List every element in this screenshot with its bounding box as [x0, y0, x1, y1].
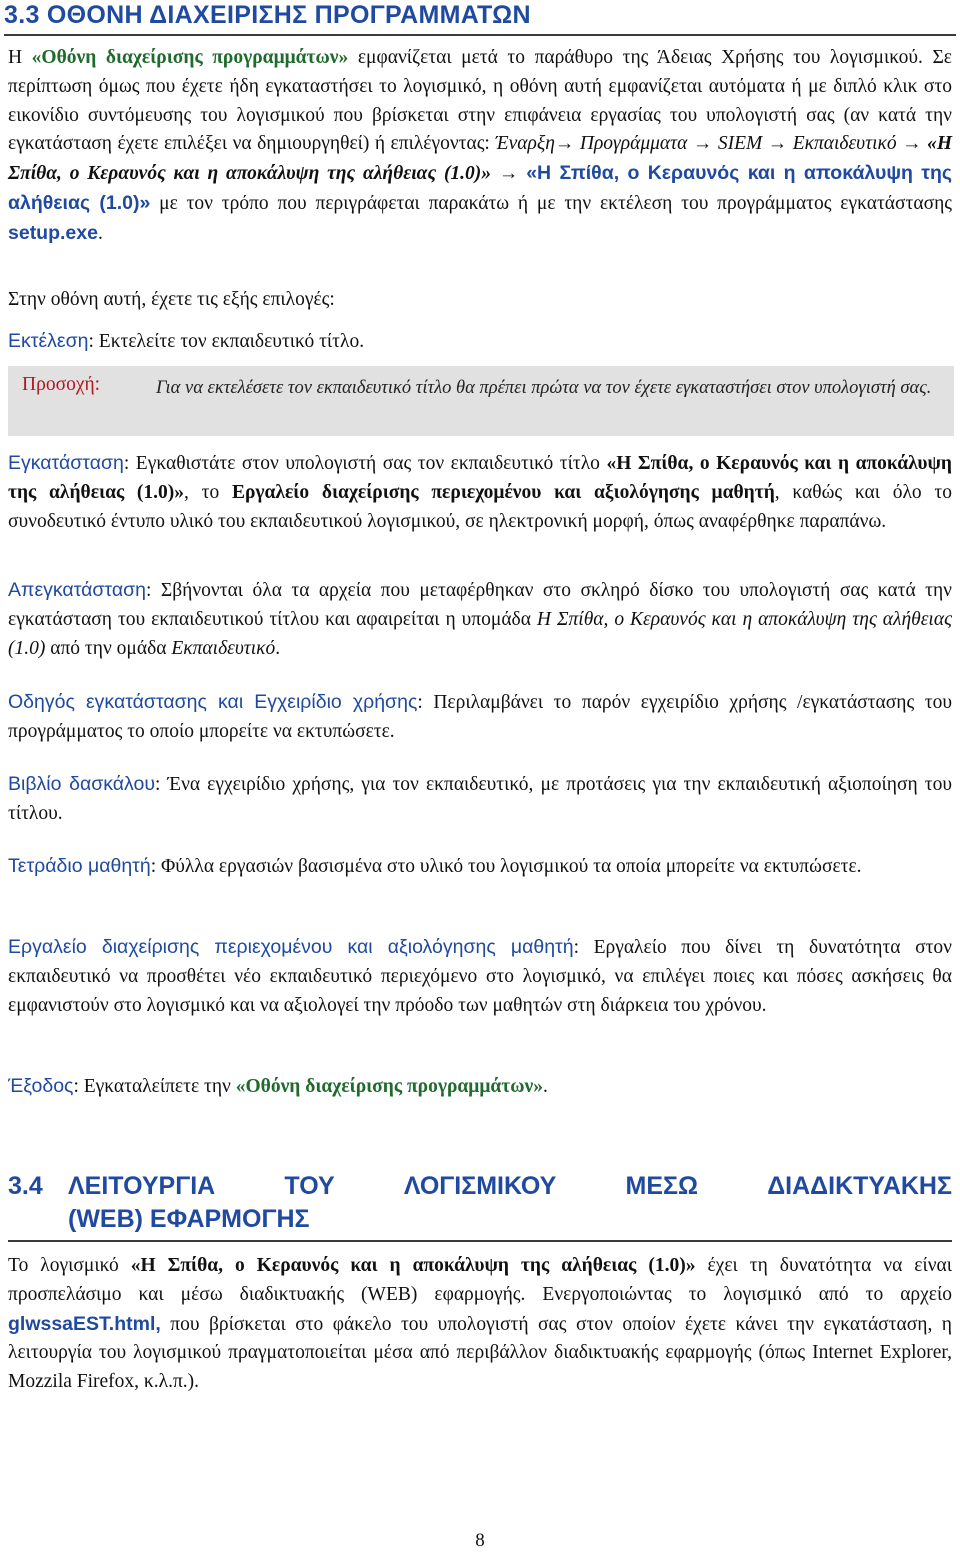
uninstall-parent: Εκπαιδευτικό: [171, 637, 276, 659]
path-title-sans: «Η Σπίθα, ο Κεραυνός και η αποκάλυψη της αλήθειας (1.0)»: [8, 162, 953, 214]
section-heading-3-4: [8, 1170, 952, 1242]
arrow-right-icon: →: [902, 133, 922, 155]
warning-label: Προσοχή:: [22, 374, 101, 395]
content-tool-option: Εργαλείο διαχείρισης περιεχομένου και αξιολόγησης μαθητή: Εργαλείο που δίνει τη δυνατότητα στον εκπαιδευτικό να προσθέτει νέο εκπαιδευτικό περιεχόμενο στο λογισμικό, να επιλέγει ποιες και πόσες ασκήσεις θα εμφανιστούν στο λογισμικό και να αξιολογεί την πρόοδο των μαθητών στη διάρκεια του χρόνου.: [8, 936, 952, 1016]
warning-note: [8, 366, 954, 436]
uninstall-option: Απεγκατάσταση: Σβήνονται όλα τα αρχεία που μεταφέρθηκαν στο σκληρό δίσκο του υπολογιστή σας κατά την εγκατάσταση του εκπαιδευτικού τίτλου και αφαιρείται η υπομάδα Η Σπίθα, ο Κεραυνός και η αποκάλυψη της αλήθειας (1.0) από την ομάδα Εκπαιδευτικό.: [8, 579, 952, 659]
exit-label: Έξοδος: [8, 1075, 74, 1097]
section-heading-3-3: 3.3 ΟΘΟΝΗ ΔΙΑΧΕΙΡΙΣΗΣ ΠΡΟΓΡΑΜΜΑΤΩΝ: [4, 0, 956, 36]
path-programs: Προγράμματα: [579, 133, 688, 155]
intro-paragraph: Η «Οθόνη διαχείρισης προγραμμάτων» εμφανίζεται μετά το παράθυρο της Άδειας Χρήσης του λογισμικού. Σε περίπτωση όμως που έχετε ήδη εγκαταστήσει το λογισμικό, η οθόνη αυτή εμφανίζεται αυτόματα ή με διπλό κλικ στο εικονίδιο συντόμευσης του λογισμικού που βρίσκεται στην επιφάνεια εργασίας του υπολογιστή σας (αν κατά την εγκατάσταση έχετε επιλέξει να δημιουργηθεί) ή επιλέγοντας: Έναρξη→ Προγράμματα → SIEM → Εκπαιδευτικό → «Η Σπίθα, ο Κεραυνός και η αποκάλυψη της αλήθειας (1.0)» → «Η Σπίθα, ο Κεραυνός και η αποκάλυψη της αλήθειας (1.0)» με τον τρόπο που περιγράφεται παρακάτω ή με την εκτέλεση του προγράμματος εγκατάστασης setup.exe.: [8, 47, 953, 244]
guide-label: Οδηγός εγκατάστασης και Εγχειρίδιο χρήσης: [8, 691, 418, 713]
teacher-book-option: Βιβλίο δασκάλου: Ένα εγχειρίδιο χρήσης, για τον εκπαιδευτικό, με προτάσεις για την εκπαιδευτική αξιοποίηση του τίτλου.: [8, 773, 952, 824]
run-label: Εκτέλεση: [8, 330, 89, 352]
run-option: Εκτέλεση: Εκτελείτε τον εκπαιδευτικό τίτλο.: [8, 330, 365, 352]
install-option: Εγκατάσταση: Εγκαθιστάτε στον υπολογιστή σας τον εκπαιδευτικό τίτλο «Η Σπίθα, ο Κεραυνός και η αποκάλυψη της αλήθειας (1.0)», το Εργαλείο διαχείρισης περιεχομένου και αξιολόγησης μαθητή, καθώς και όλο το συνοδευτικό έντυπο υλικό του εκπαιδευτικού λογισμικού, σε ηλεκτρονική μορφή, όπως αναφέρθηκε παραπάνω.: [8, 452, 952, 532]
teacher-book-label: Βιβλίο δασκάλου: [8, 773, 156, 795]
uninstall-group: Η Σπίθα, ο Κεραυνός και η αποκάλυψη της αλήθειας (1.0): [8, 608, 952, 659]
path-siem: SIEM: [717, 133, 763, 155]
arrow-right-icon: →: [554, 133, 575, 155]
arrow-right-icon: →: [767, 133, 788, 155]
student-book-option: Τετράδιο μαθητή: Φύλλα εργασιών βασισμένα στο υλικό του λογισμικού τα οποία μπορείτε να εκτυπώσετε.: [8, 855, 862, 877]
options-intro: Στην οθόνη αυτή, έχετε τις εξής επιλογές:: [8, 289, 335, 310]
exit-option: Έξοδος: Εγκαταλείπετε την «Οθόνη διαχείρισης προγραμμάτων».: [8, 1075, 548, 1097]
path-title-serif: «Η Σπίθα, ο Κεραυνός και η αποκάλυψη της αλήθειας (1.0)»: [8, 133, 952, 185]
setup-file: setup.exe: [8, 221, 98, 244]
web-file: glwssaEST.html,: [8, 1312, 161, 1335]
arrow-right-icon: →: [498, 163, 519, 185]
install-label: Εγκατάσταση: [8, 452, 124, 474]
screen-name: «Οθόνη διαχείρισης προγραμμάτων»: [31, 47, 349, 68]
section-title-line1: ΛΕΙΤΟΥΡΓΙΑ ΤΟΥ ΛΟΓΙΣΜΙΚΟΥ ΜΕΣΩ ΔΙΑΔΙΚΤΥΑΚΗΣ: [68, 1172, 952, 1200]
uninstall-label: Απεγκατάσταση: [8, 579, 147, 601]
student-book-label: Τετράδιο μαθητή: [8, 855, 151, 877]
warning-text: Για να εκτελέσετε τον εκπαιδευτικό τίτλο θα πρέπει πρώτα να τον έχετε εγκαταστήσει στον υπολογιστή σας.: [156, 378, 932, 398]
path-start: Έναρξη: [495, 133, 555, 155]
page-number: 8: [475, 1530, 485, 1551]
content-tool-label: Εργαλείο διαχείρισης περιεχομένου και αξιολόγησης μαθητή: [8, 936, 574, 958]
web-paragraph: Το λογισμικό «Η Σπίθα, ο Κεραυνός και η αποκάλυψη της αλήθειας (1.0)» έχει τη δυνατότητα να είναι προσπελάσιμο και μέσω διαδικτυακής (WEB) εφαρμογής. Ενεργοποιώντας το λογισμικό από το αρχείο glwssaEST.html, που βρίσκεται στο φάκελο του υπολογιστή σας στον οποίον έχετε κάνει την εγκατάσταση, η λειτουργία του λογισμικού πραγματοποιείται μέσα από περιβάλλον διαδικτυακής εφαρμογής (όπως Internet Explorer, Mozzila Firefox, κ.λ.π.).: [8, 1255, 953, 1393]
exit-screen-name: «Οθόνη διαχείρισης προγραμμάτων»: [235, 1076, 543, 1097]
web-title: «Η Σπίθα, ο Κεραυνός και η αποκάλυψη της αλήθειας (1.0)»: [130, 1255, 696, 1276]
guide-option: Οδηγός εγκατάστασης και Εγχειρίδιο χρήσης: Περιλαμβάνει το παρόν εγχειρίδιο χρήσης /εγκατάστασης του προγράμματος το οποίο μπορείτε να εκτυπώσετε.: [8, 691, 952, 742]
section-title-line2: (WEB) ΕΦΑΡΜΟΓΗΣ: [68, 1205, 310, 1233]
arrow-right-icon: →: [692, 133, 713, 155]
install-title: «Η Σπίθα, ο Κεραυνός και η αποκάλυψη της αλήθειας (1.0)»: [8, 453, 952, 503]
path-edu: Εκπαιδευτικό: [792, 133, 897, 155]
section-number: 3.4: [8, 1172, 43, 1200]
section-title: [68, 1170, 952, 1236]
install-tool: Εργαλείο διαχείρισης περιεχομένου και αξιολόγησης μαθητή: [231, 481, 775, 503]
